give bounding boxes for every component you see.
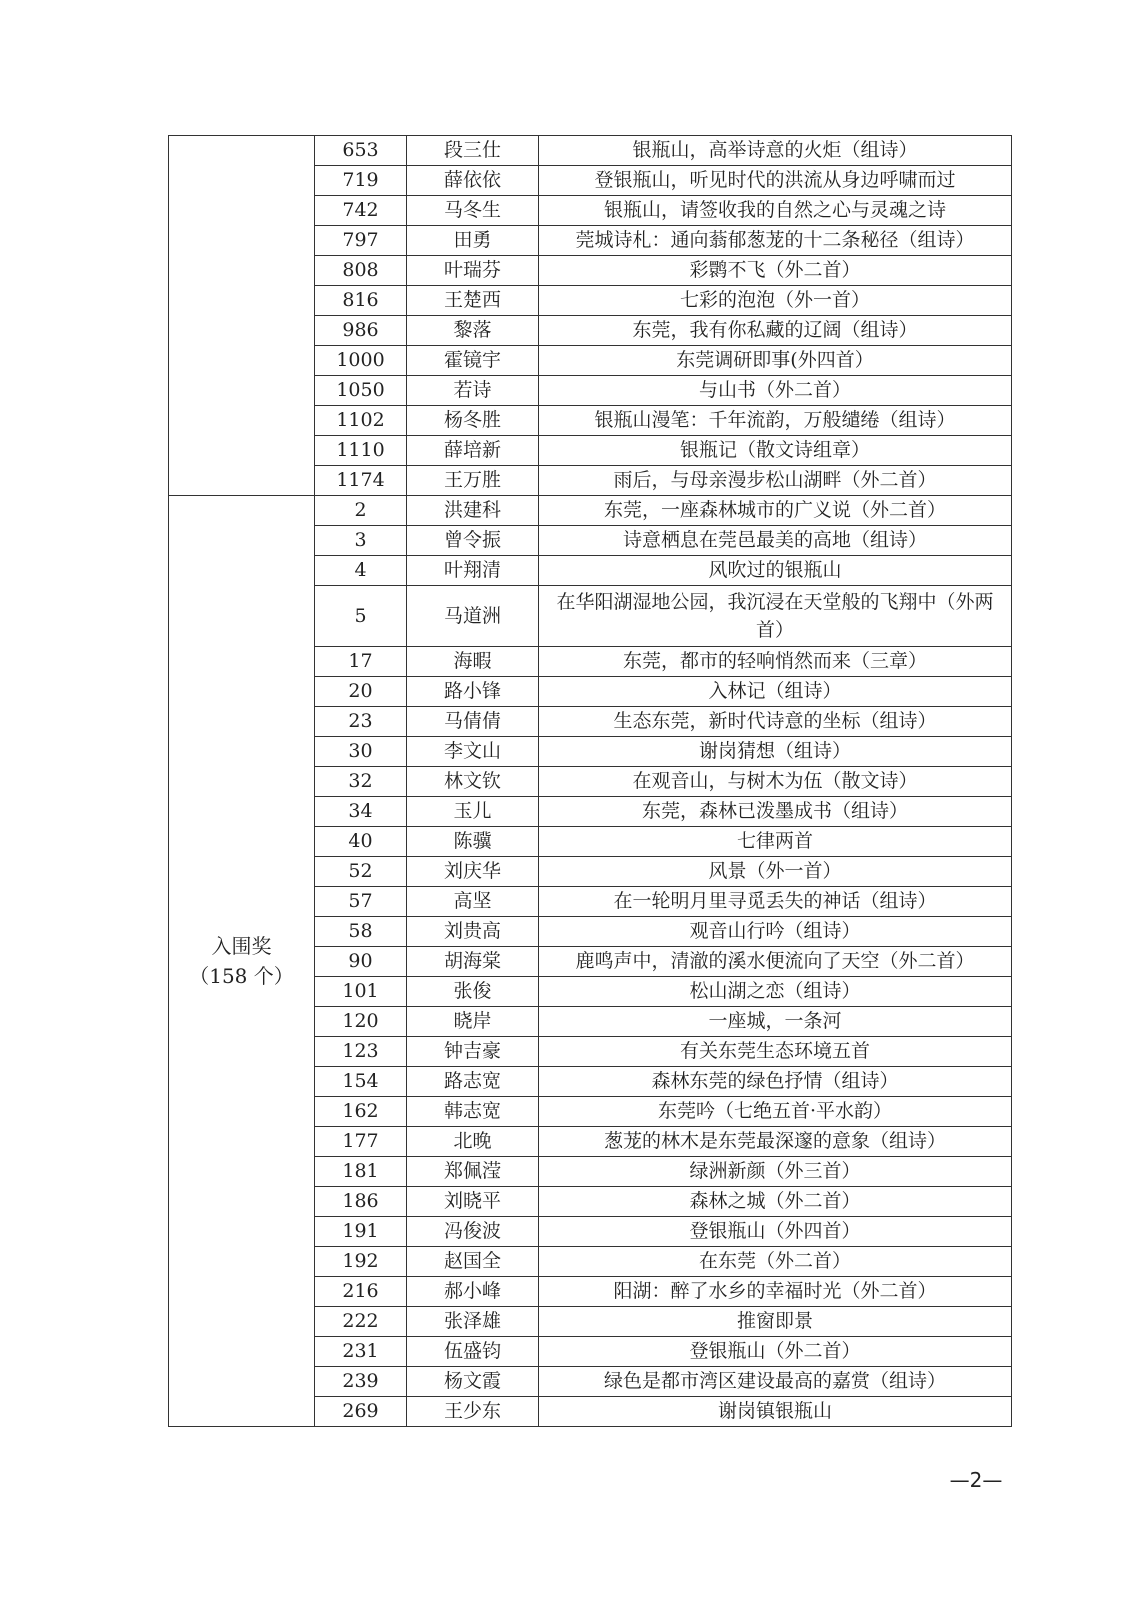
work-title-cell: 在东莞（外二首） — [539, 1247, 1012, 1277]
entry-number-cell: 191 — [315, 1217, 407, 1247]
work-title-cell: 森林之城（外二首） — [539, 1187, 1012, 1217]
entry-number-cell: 17 — [315, 647, 407, 677]
work-title-cell: 银瓶山，高举诗意的火炬（组诗） — [539, 136, 1012, 166]
entry-number-cell: 1000 — [315, 346, 407, 376]
work-title-cell: 莞城诗札：通向蓊郁葱茏的十二条秘径（组诗） — [539, 226, 1012, 256]
work-title-cell: 在观音山，与树木为伍（散文诗） — [539, 767, 1012, 797]
table-row — [169, 496, 1012, 526]
author-cell: 马倩倩 — [407, 707, 539, 737]
entry-number-cell: 1050 — [315, 376, 407, 406]
entry-number-cell: 57 — [315, 887, 407, 917]
author-cell: 王楚西 — [407, 286, 539, 316]
author-cell: 马道洲 — [407, 586, 539, 647]
author-cell: 张俊 — [407, 977, 539, 1007]
work-title-cell: 与山书（外二首） — [539, 376, 1012, 406]
entry-number-cell: 269 — [315, 1397, 407, 1427]
entry-number-cell: 20 — [315, 677, 407, 707]
author-cell: 霍镜宇 — [407, 346, 539, 376]
work-title-cell: 登银瓶山（外四首） — [539, 1217, 1012, 1247]
work-title-cell: 登银瓶山，听见时代的洪流从身边呼啸而过 — [539, 166, 1012, 196]
category-cell — [169, 136, 315, 496]
work-title-cell: 绿色是都市湾区建设最高的嘉赏（组诗） — [539, 1367, 1012, 1397]
author-cell: 郝小峰 — [407, 1277, 539, 1307]
work-title-cell: 登银瓶山（外二首） — [539, 1337, 1012, 1367]
work-title-cell: 在一轮明月里寻觅丢失的神话（组诗） — [539, 887, 1012, 917]
category-name: 入围奖 — [211, 934, 272, 958]
work-title-cell: 谢岗镇银瓶山 — [539, 1397, 1012, 1427]
work-title-cell: 银瓶记（散文诗组章） — [539, 436, 1012, 466]
entry-number-cell: 797 — [315, 226, 407, 256]
author-cell: 刘庆华 — [407, 857, 539, 887]
author-cell: 路志宽 — [407, 1067, 539, 1097]
entry-number-cell: 2 — [315, 496, 407, 526]
entry-number-cell: 52 — [315, 857, 407, 887]
category-cell — [169, 496, 315, 1427]
author-cell: 路小锋 — [407, 677, 539, 707]
work-title-cell: 绿洲新颜（外三首） — [539, 1157, 1012, 1187]
entry-number-cell: 90 — [315, 947, 407, 977]
work-title-cell: 东莞吟（七绝五首·平水韵） — [539, 1097, 1012, 1127]
work-title-cell: 松山湖之恋（组诗） — [539, 977, 1012, 1007]
author-cell: 张泽雄 — [407, 1307, 539, 1337]
entry-number-cell: 742 — [315, 196, 407, 226]
work-title-cell: 森林东莞的绿色抒情（组诗） — [539, 1067, 1012, 1097]
entry-number-cell: 231 — [315, 1337, 407, 1367]
author-cell: 段三仕 — [407, 136, 539, 166]
author-cell: 洪建科 — [407, 496, 539, 526]
entry-number-cell: 1102 — [315, 406, 407, 436]
author-cell: 李文山 — [407, 737, 539, 767]
author-cell: 海暇 — [407, 647, 539, 677]
author-cell: 田勇 — [407, 226, 539, 256]
work-title-cell: 东莞，我有你私藏的辽阔（组诗） — [539, 316, 1012, 346]
work-title-cell: 推窗即景 — [539, 1307, 1012, 1337]
table-row — [169, 136, 1012, 166]
author-cell: 叶瑞芬 — [407, 256, 539, 286]
category-count: （158 个） — [189, 964, 294, 988]
entry-number-cell: 808 — [315, 256, 407, 286]
entry-number-cell: 192 — [315, 1247, 407, 1277]
author-cell: 刘晓平 — [407, 1187, 539, 1217]
author-cell: 郑佩滢 — [407, 1157, 539, 1187]
work-title-cell: 有关东莞生态环境五首 — [539, 1037, 1012, 1067]
entry-number-cell: 5 — [315, 586, 407, 647]
work-title-cell: 彩鹮不飞（外二首） — [539, 256, 1012, 286]
author-cell: 刘贵高 — [407, 917, 539, 947]
author-cell: 马冬生 — [407, 196, 539, 226]
work-title-cell: 七律两首 — [539, 827, 1012, 857]
work-title-cell: 银瓶山，请签收我的自然之心与灵魂之诗 — [539, 196, 1012, 226]
author-cell: 伍盛钧 — [407, 1337, 539, 1367]
entry-number-cell: 216 — [315, 1277, 407, 1307]
author-cell: 杨文霞 — [407, 1367, 539, 1397]
work-title-cell: 观音山行吟（组诗） — [539, 917, 1012, 947]
entry-number-cell: 120 — [315, 1007, 407, 1037]
entry-number-cell: 719 — [315, 166, 407, 196]
entry-number-cell: 177 — [315, 1127, 407, 1157]
author-cell: 胡海棠 — [407, 947, 539, 977]
entry-number-cell: 34 — [315, 797, 407, 827]
work-title-cell: 东莞，都市的轻响悄然而来（三章） — [539, 647, 1012, 677]
entry-number-cell: 30 — [315, 737, 407, 767]
work-title-cell: 风景（外一首） — [539, 857, 1012, 887]
work-title-cell: 雨后，与母亲漫步松山湖畔（外二首） — [539, 466, 1012, 496]
award-list-table — [168, 135, 1012, 1427]
work-title-cell: 葱茏的林木是东莞最深邃的意象（组诗） — [539, 1127, 1012, 1157]
author-cell: 若诗 — [407, 376, 539, 406]
work-title-cell: 七彩的泡泡（外一首） — [539, 286, 1012, 316]
author-cell: 高坚 — [407, 887, 539, 917]
entry-number-cell: 1110 — [315, 436, 407, 466]
author-cell: 赵国全 — [407, 1247, 539, 1277]
entry-number-cell: 40 — [315, 827, 407, 857]
work-title-cell: 银瓶山漫笔：千年流韵，万般缱绻（组诗） — [539, 406, 1012, 436]
author-cell: 冯俊波 — [407, 1217, 539, 1247]
author-cell: 北晚 — [407, 1127, 539, 1157]
entry-number-cell: 123 — [315, 1037, 407, 1067]
entry-number-cell: 1174 — [315, 466, 407, 496]
entry-number-cell: 58 — [315, 917, 407, 947]
author-cell: 叶翔清 — [407, 556, 539, 586]
author-cell: 玉儿 — [407, 797, 539, 827]
entry-number-cell: 816 — [315, 286, 407, 316]
entry-number-cell: 162 — [315, 1097, 407, 1127]
entry-number-cell: 101 — [315, 977, 407, 1007]
entry-number-cell: 181 — [315, 1157, 407, 1187]
author-cell: 薛依依 — [407, 166, 539, 196]
author-cell: 王万胜 — [407, 466, 539, 496]
author-cell: 黎落 — [407, 316, 539, 346]
author-cell: 王少东 — [407, 1397, 539, 1427]
entry-number-cell: 986 — [315, 316, 407, 346]
work-title-cell: 诗意栖息在莞邑最美的高地（组诗） — [539, 526, 1012, 556]
award-list-body — [169, 136, 1012, 1427]
work-title-cell: 鹿鸣声中，清澈的溪水便流向了天空（外二首） — [539, 947, 1012, 977]
work-title-cell: 风吹过的银瓶山 — [539, 556, 1012, 586]
work-title-cell: 阳湖：醉了水乡的幸福时光（外二首） — [539, 1277, 1012, 1307]
entry-number-cell: 23 — [315, 707, 407, 737]
author-cell: 曾令振 — [407, 526, 539, 556]
author-cell: 陈骥 — [407, 827, 539, 857]
work-title-cell: 生态东莞，新时代诗意的坐标（组诗） — [539, 707, 1012, 737]
author-cell: 钟吉豪 — [407, 1037, 539, 1067]
entry-number-cell: 186 — [315, 1187, 407, 1217]
author-cell: 薛培新 — [407, 436, 539, 466]
author-cell: 晓岸 — [407, 1007, 539, 1037]
work-title-cell: 在华阳湖湿地公园，我沉浸在天堂般的飞翔中（外两首） — [539, 586, 1012, 647]
entry-number-cell: 3 — [315, 526, 407, 556]
author-cell: 林文钦 — [407, 767, 539, 797]
entry-number-cell: 4 — [315, 556, 407, 586]
entry-number-cell: 653 — [315, 136, 407, 166]
author-cell: 杨冬胜 — [407, 406, 539, 436]
work-title-cell: 东莞，森林已泼墨成书（组诗） — [539, 797, 1012, 827]
page-number: —2— — [949, 1468, 1003, 1492]
entry-number-cell: 32 — [315, 767, 407, 797]
entry-number-cell: 239 — [315, 1367, 407, 1397]
work-title-cell: 入林记（组诗） — [539, 677, 1012, 707]
entry-number-cell: 222 — [315, 1307, 407, 1337]
entry-number-cell: 154 — [315, 1067, 407, 1097]
work-title-cell: 谢岗猜想（组诗） — [539, 737, 1012, 767]
work-title-cell: 一座城，一条河 — [539, 1007, 1012, 1037]
work-title-cell: 东莞调研即事(外四首） — [539, 346, 1012, 376]
author-cell: 韩志宽 — [407, 1097, 539, 1127]
work-title-cell: 东莞，一座森林城市的广义说（外二首） — [539, 496, 1012, 526]
